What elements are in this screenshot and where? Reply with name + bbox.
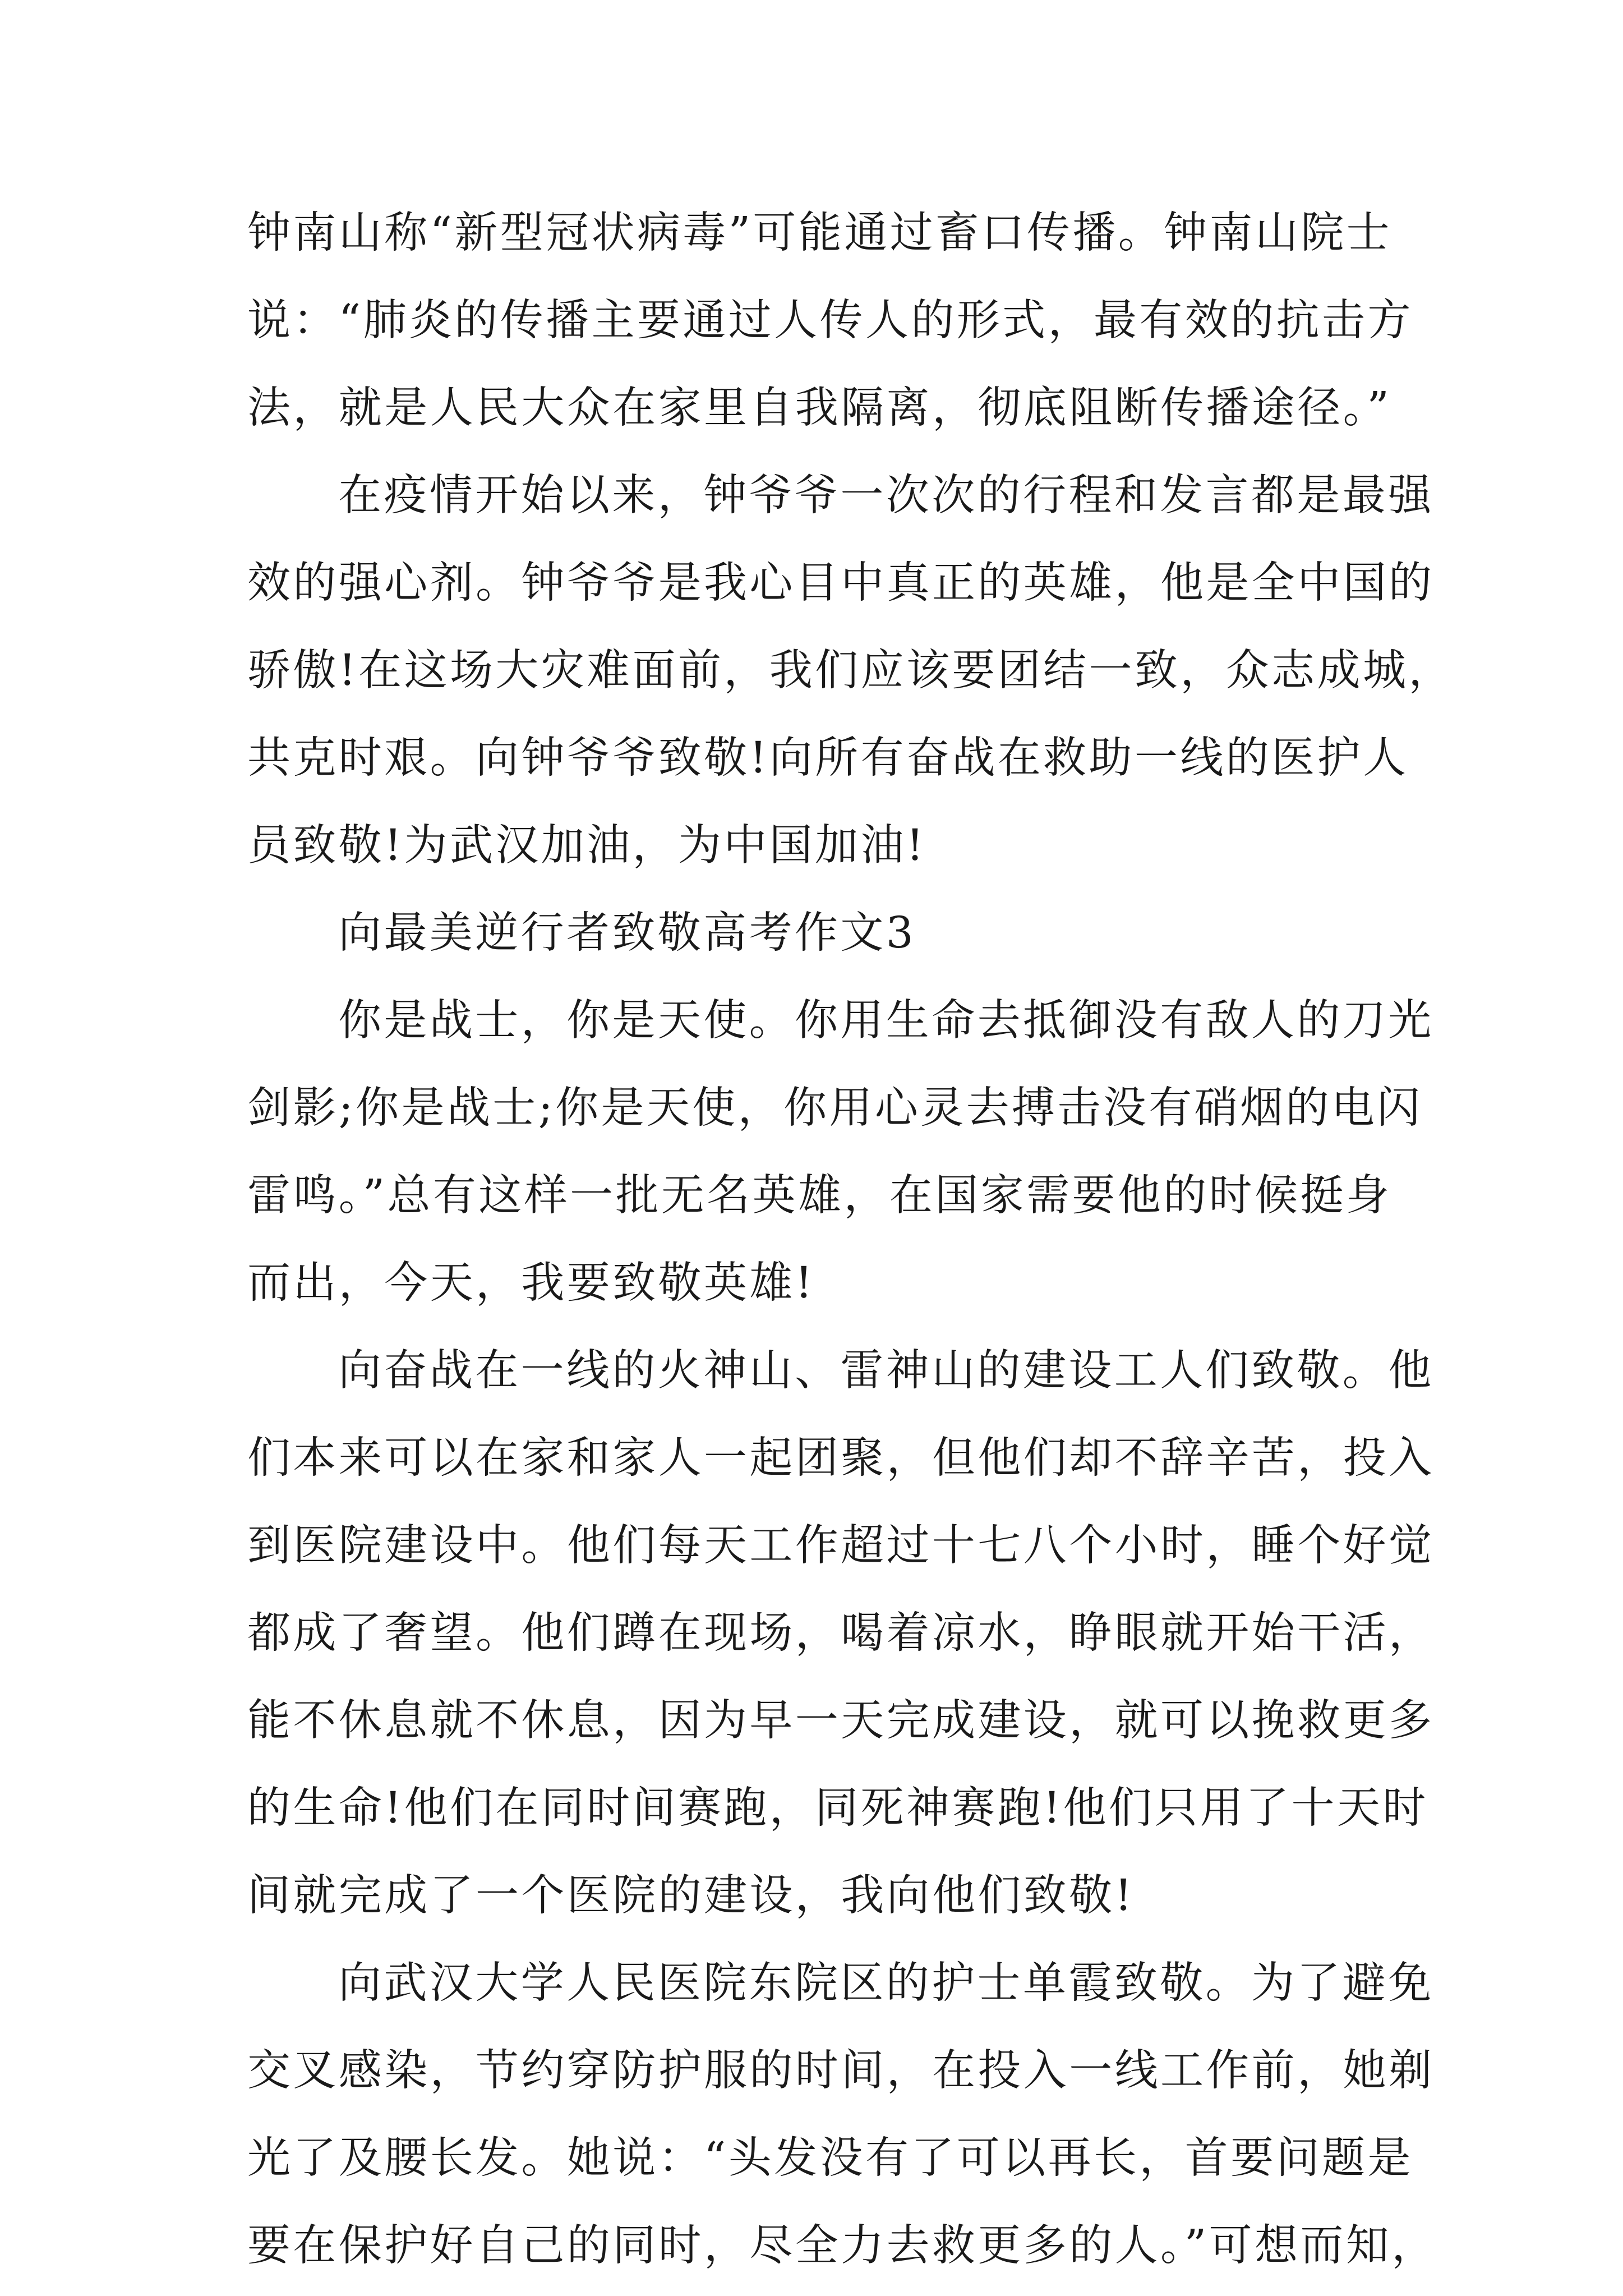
section-heading: 向最美逆行者致敬高考作文3 [338, 908, 916, 958]
text-line: 要在保护好自己的同时，尽全力去救更多的人。”可想而知， [247, 2221, 1437, 2271]
text-line: 雷鸣。”总有这样一批无名英雄，在国家需要他的时候挺身 [247, 1171, 1392, 1221]
text-line: 员致敬!为武汉加油，为中国加油! [247, 821, 926, 871]
text-line: 们本来可以在家和家人一起团聚，但他们却不辞辛苦，投入 [247, 1433, 1435, 1483]
text-line: 间就完成了一个医院的建设，我向他们致敬! [247, 1871, 1135, 1921]
text-line: 法，就是人民大众在家里自我隔离，彻底阻断传播途径。” [247, 383, 1392, 433]
text-line: 的生命!他们在同时间赛跑，同死神赛跑!他们只用了十天时 [247, 1783, 1428, 1833]
text-line: 向武汉大学人民医院东院区的护士单霞致敬。为了避免 [338, 1958, 1434, 2008]
text-line: 在疫情开始以来，钟爷爷一次次的行程和发言都是最强 [338, 471, 1434, 521]
text-line: 都成了奢望。他们蹲在现场，喝着凉水，睁眼就开始干活， [247, 1608, 1435, 1658]
text-line: 而出，今天，我要致敬英雄! [247, 1258, 815, 1308]
text-line: 到医院建设中。他们每天工作超过十七八个小时，睡个好觉 [247, 1521, 1435, 1571]
text-line: 向奋战在一线的火神山、雷神山的建设工人们致敬。他 [338, 1346, 1434, 1396]
text-line: 光了及腰长发。她说：“头发没有了可以再长，首要问题是 [247, 2133, 1413, 2183]
text-line: 说：“肺炎的传播主要通过人传人的形式，最有效的抗击方 [247, 296, 1413, 346]
document-body [247, 190, 1454, 2290]
text-line: 交叉感染，节约穿防护服的时间，在投入一线工作前，她剃 [247, 2046, 1435, 2096]
text-line: 你是战士，你是天使。你用生命去抵御没有敌人的刀光 [338, 996, 1434, 1046]
text-line: 钟南山称“新型冠状病毒”可能通过畜口传播。钟南山院士 [247, 208, 1393, 258]
text-line: 骄傲!在这场大灾难面前，我们应该要团结一致，众志成城， [247, 646, 1454, 696]
text-line: 剑影;你是战士;你是天使，你用心灵去搏击没有硝烟的电闪 [247, 1083, 1423, 1133]
text-line: 效的强心剂。钟爷爷是我心目中真正的英雄，他是全中国的 [247, 558, 1435, 608]
text-line: 能不休息就不休息，因为早一天完成建设，就可以挽救更多 [247, 1696, 1435, 1746]
text-line: 共克时艰。向钟爷爷致敬!向所有奋战在救助一线的医护人 [247, 733, 1409, 783]
